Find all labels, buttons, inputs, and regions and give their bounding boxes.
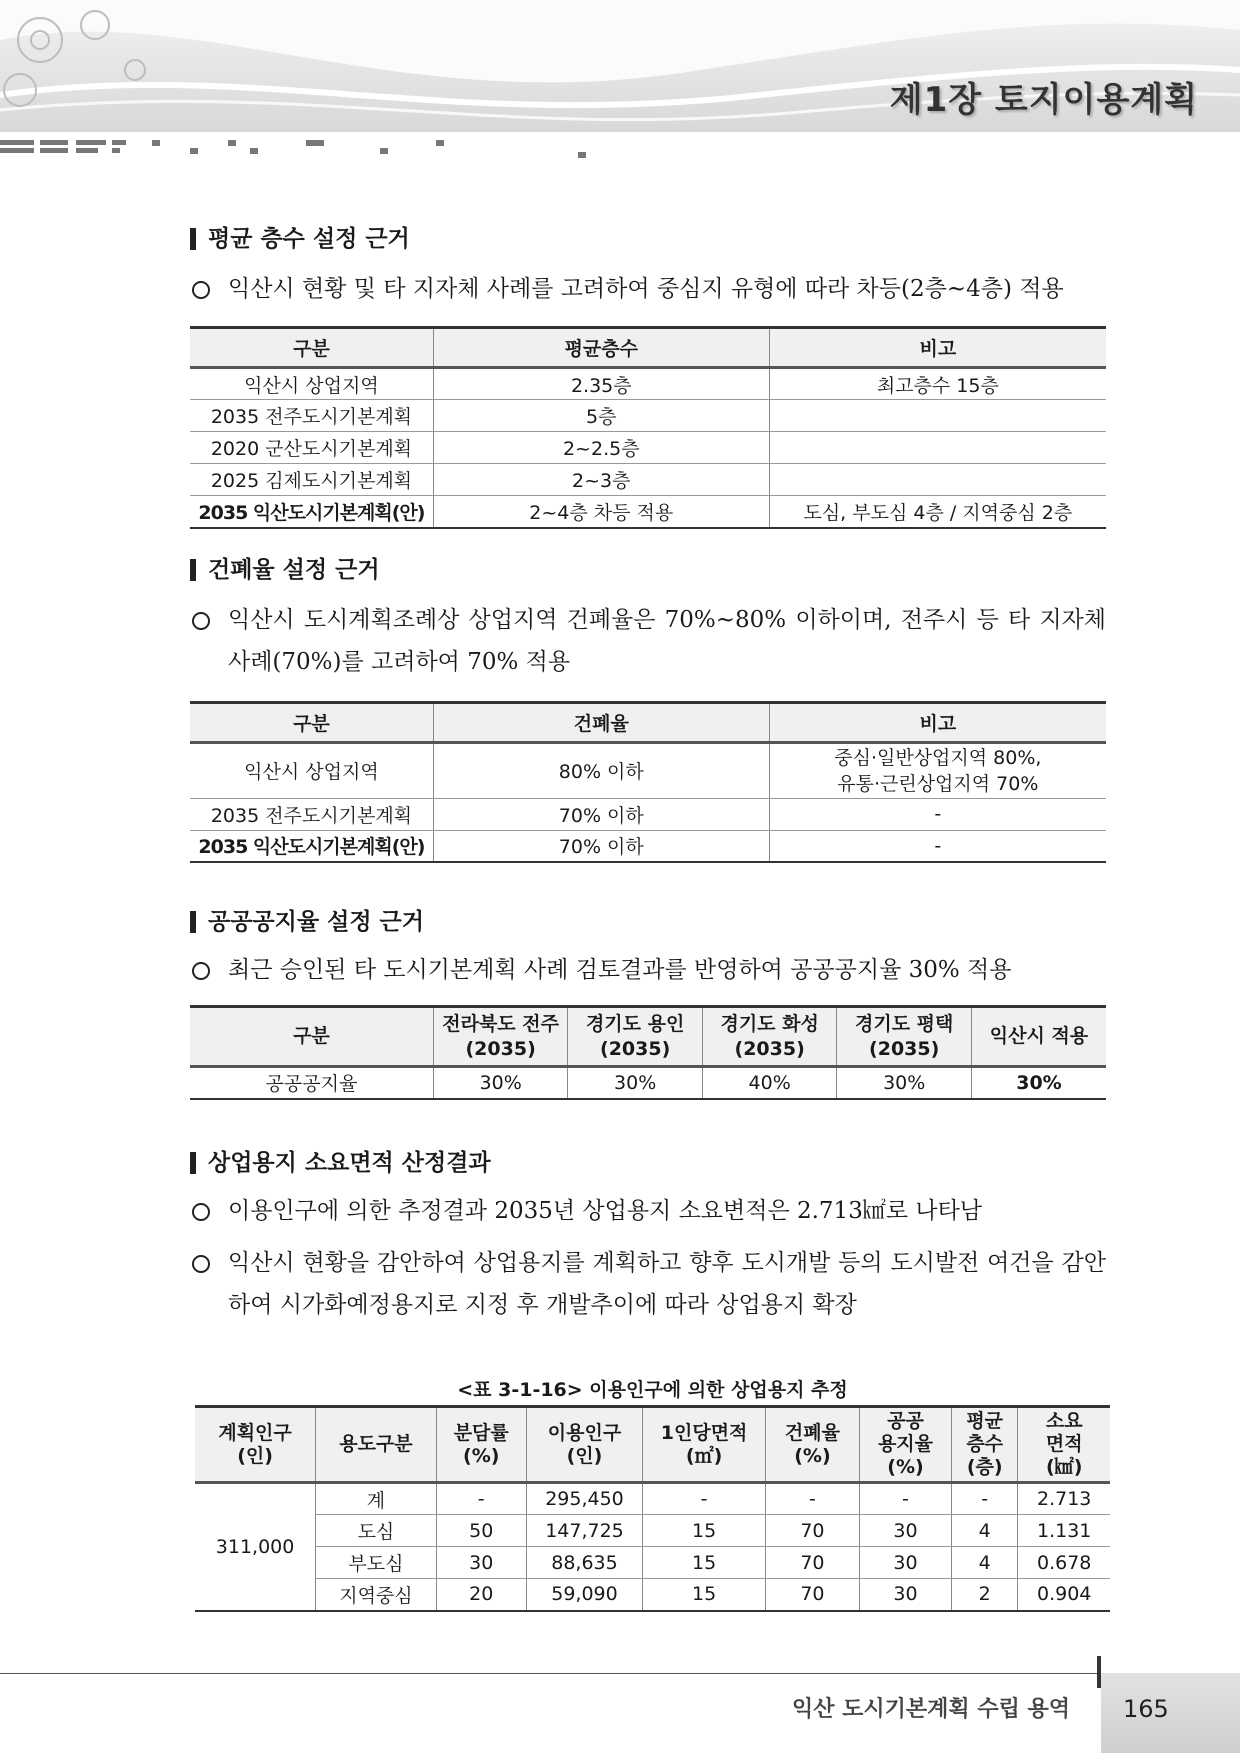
table-row: 2035 익산도시기본계획(안) 2~4층 차등 적용 도심, 부도심 4층 / 지역중심 2층	[190, 496, 1106, 528]
circle-bullet-icon	[192, 1203, 210, 1221]
table-header-row: 구분 전라북도 전주 (2035) 경기도 용인 (2035) 경기도 화성 (2035) 경기도 평택 (2035) 익산시 적용	[190, 1007, 1106, 1067]
public-table	[190, 1005, 1106, 1100]
section-heading-coverage: 건폐율 설정 근거	[190, 553, 1106, 587]
heading-bar-icon	[190, 911, 196, 933]
bullet-text: 이용인구에 의한 추정결과 2035년 상업용지 소요변적은 2.713㎢로 나타남	[190, 1190, 1106, 1232]
table-caption: <표 3-1-16> 이용인구에 의한 상업용지 추정	[457, 1379, 848, 1401]
section-heading-commercial: 상업용지 소요면적 산정결과	[190, 1146, 1106, 1180]
table-row: 공공공지율 30% 30% 40% 30% 30%	[190, 1067, 1106, 1099]
table-row: 2035 전주도시기본계획 5층	[190, 400, 1106, 432]
circle-bullet-icon	[192, 1255, 210, 1273]
heading-bar-icon	[190, 1152, 196, 1174]
floors-table	[190, 326, 1106, 529]
table-header-row: 구분 평균층수 비고	[190, 328, 1106, 368]
coverage-table	[190, 701, 1106, 864]
table-header-row: 계획인구 (인) 용도구분 분담률 (%) 이용인구 (인) 1인당면적 (㎡) 건폐율 (%) 공공 용지율 (%) 평균 층수 (층) 소요 면적 (㎢)	[195, 1407, 1110, 1483]
plan-population-cell: 311,000	[195, 1483, 316, 1611]
header-banner	[0, 0, 1240, 132]
table-row: 지역중심 20 59,090 15 70 30 2 0.904	[195, 1579, 1110, 1611]
footer-divider	[0, 1673, 1100, 1674]
footer-title: 익산 도시기본계획 수립 용역	[791, 1697, 1070, 1722]
heading-bar-icon	[190, 228, 196, 250]
table-row: 익산시 상업지역 80% 이하 중심·일반상업지역 80%, 유통·근린상업지역 70%	[190, 742, 1106, 798]
table-row: 익산시 상업지역 2.35층 최고층수 15층	[190, 368, 1106, 400]
table-row: 도심 50 147,725 15 70 30 4 1.131	[195, 1515, 1110, 1547]
circle-bullet-icon	[192, 612, 210, 630]
decorative-dot-row	[0, 138, 620, 158]
bullet-text: 최근 승인된 타 도시기본계획 사례 검토결과를 반영하여 공공공지율 30% 적용	[190, 949, 1106, 991]
bullet-text: 익산시 도시계획조례상 상업지역 건폐율은 70%~80% 이하이며, 전주시 등 타 지자체 사례(70%)를 고려하여 70% 적용	[190, 599, 1106, 683]
page-content	[190, 222, 1106, 1326]
bullet-text: 익산시 현황을 감안하여 상업용지를 계획하고 향후 도시개발 등의 도시발전 여건을 감안하여 시가화예정용지로 지정 후 개발추이에 따라 상업용지 확장	[190, 1242, 1106, 1326]
table-row: 311,000 계 - 295,450 - - - - 2.713	[195, 1483, 1110, 1515]
table-row: 2035 익산도시기본계획(안) 70% 이하 -	[190, 830, 1106, 862]
table-header-row: 구분 건폐율 비고	[190, 702, 1106, 742]
chapter-title: 제1장 토지이용계획	[889, 80, 1198, 120]
page-number: 165	[1123, 1695, 1169, 1723]
section-heading-floors: 평균 층수 설정 근거	[190, 222, 1106, 256]
table-row: 2025 김제도시기본계획 2~3층	[190, 464, 1106, 496]
table-row: 2020 군산도시기본계획 2~2.5층	[190, 432, 1106, 464]
bullet-text: 익산시 현황 및 타 지자체 사례를 고려하여 중심지 유형에 따라 차등(2층~4층) 적용	[190, 268, 1106, 310]
section-heading-public: 공공공지율 설정 근거	[190, 905, 1106, 939]
commercial-table	[195, 1405, 1110, 1612]
page-number-box	[1101, 1673, 1240, 1753]
table-row: 부도심 30 88,635 15 70 30 4 0.678	[195, 1547, 1110, 1579]
table-row: 2035 전주도시기본계획 70% 이하 -	[190, 798, 1106, 830]
circle-bullet-icon	[192, 962, 210, 980]
commercial-table-block	[195, 1375, 1110, 1612]
heading-bar-icon	[190, 559, 196, 581]
circle-bullet-icon	[192, 281, 210, 299]
